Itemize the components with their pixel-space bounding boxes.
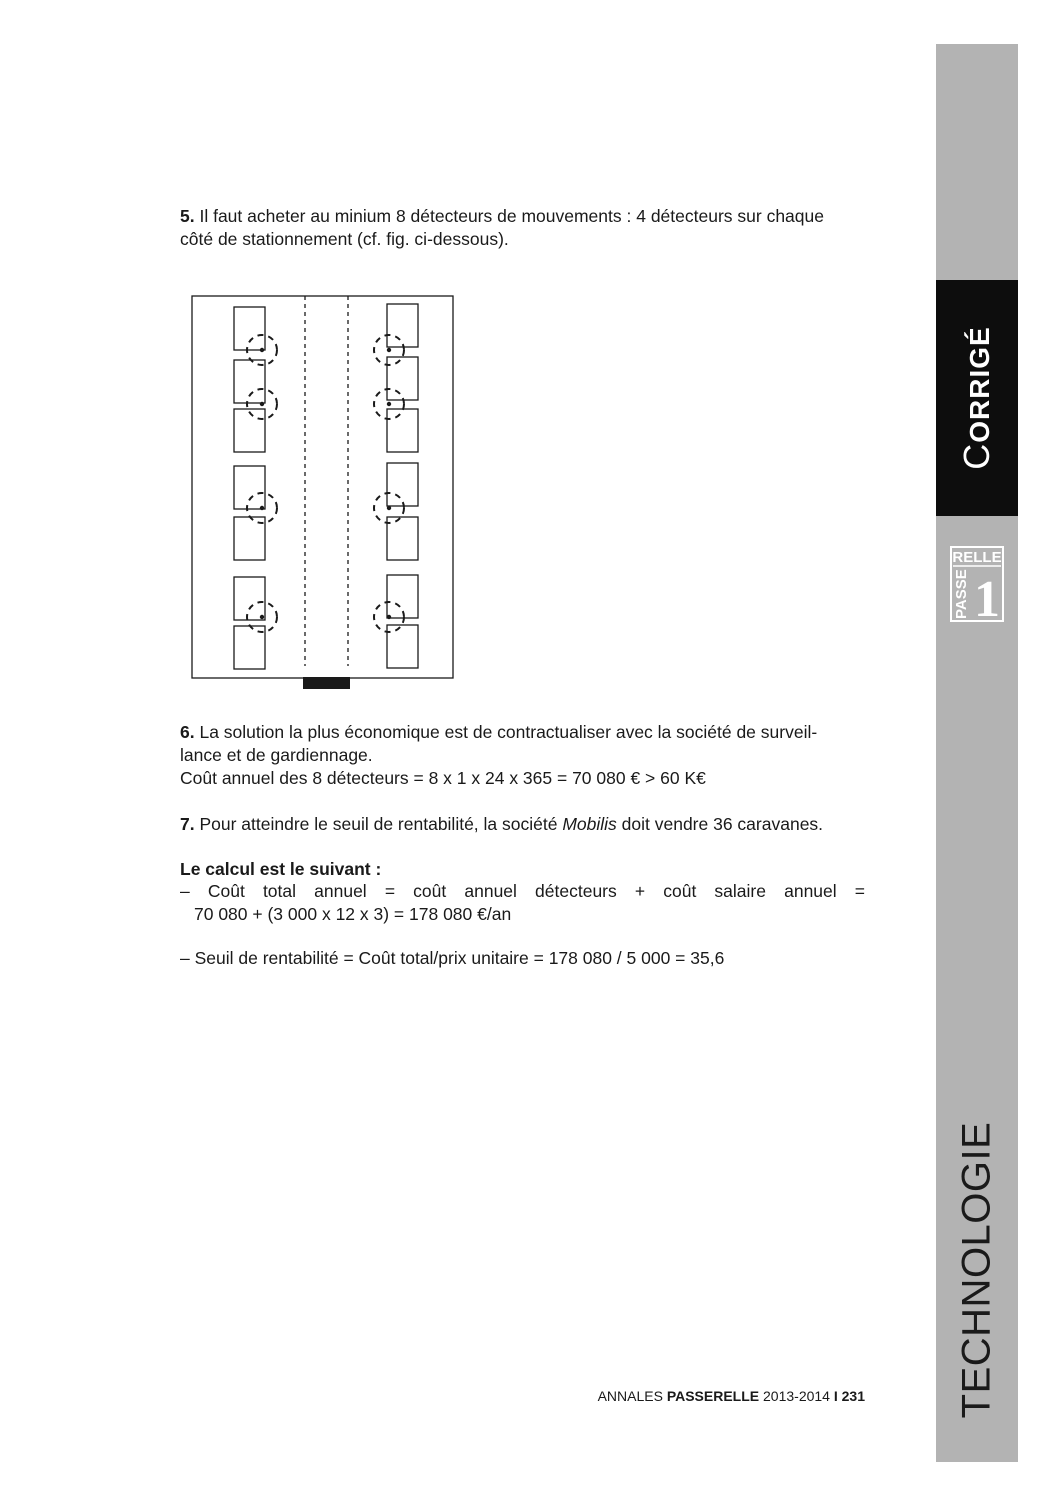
page-footer: ANNALES PASSERELLE 2013-2014 I 231 [597, 1388, 865, 1404]
detector-icon [260, 348, 264, 352]
detector-icon [387, 506, 391, 510]
parking-space [234, 466, 265, 509]
detector-icon [260, 506, 264, 510]
subject-label: TECHNOLOGIE [954, 1121, 999, 1419]
detector-icon [387, 402, 391, 406]
detector-icon [260, 402, 264, 406]
calc-item-1: – Coût total annuel = coût annuel détecteurs + coût salaire annuel = [180, 881, 865, 901]
passerelle-1-logo [950, 546, 1004, 622]
answer-6: 6. La solution la plus économique est de contractualiser avec la société de surveil- lance et de gardiennage. Coût annuel des 8 détecteurs = 8 x 1 x 24 x 365 = 70 080 € > 60 K€ [180, 722, 818, 788]
calc-item-1-continued: 70 080 + (3 000 x 12 x 3) = 178 080 €/an [194, 904, 512, 924]
parking-space [387, 517, 418, 560]
calc-heading: Le calcul est le suivant : [180, 859, 382, 879]
parking-space [234, 307, 265, 350]
parking-entrance [303, 677, 350, 689]
parking-space [387, 625, 418, 668]
svg-text:PASSE: PASSE [953, 569, 970, 619]
parking-space [387, 409, 418, 452]
parking-space [234, 409, 265, 452]
svg-text:RELLE: RELLE [952, 549, 1002, 566]
corrige-label: CORRIGÉ [956, 326, 997, 470]
svg-text:1: 1 [974, 571, 1000, 622]
parking-space [387, 575, 418, 618]
answer-5: 5. Il faut acheter au minium 8 détecteurs de mouvements : 4 détecteurs sur chaque côté de stationnement (cf. fig. ci-dessous). [180, 206, 824, 249]
parking-space [234, 577, 265, 620]
detector-icon [387, 348, 391, 352]
parking-space [387, 304, 418, 347]
calc-item-2: – Seuil de rentabilité = Coût total/prix unitaire = 178 080 / 5 000 = 35,6 [180, 948, 725, 968]
parking-space [387, 463, 418, 506]
parking-layout-diagram [191, 294, 456, 691]
answer-7: 7. Pour atteindre le seuil de rentabilité, la société Mobilis doit vendre 36 caravanes. [180, 814, 824, 834]
parking-space [387, 357, 418, 400]
parking-space [234, 360, 265, 403]
detector-icon [260, 615, 264, 619]
detector-icon [387, 615, 391, 619]
